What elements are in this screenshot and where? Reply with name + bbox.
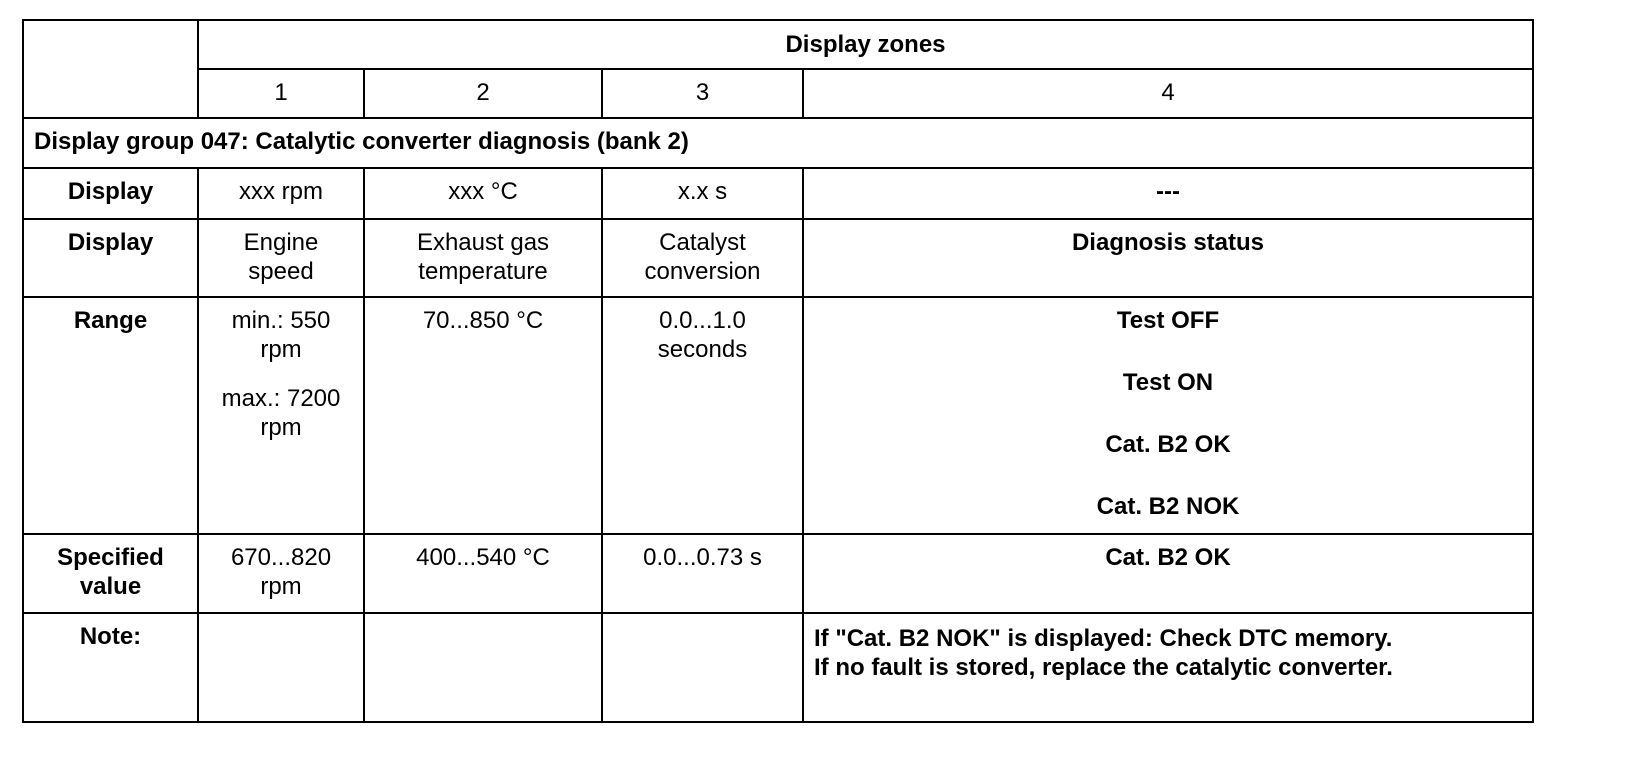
range-max-unit: rpm [260, 414, 302, 441]
name-zone-1 [198, 219, 364, 297]
zone-number-2: 2 [364, 69, 602, 118]
specified-value-row [23, 534, 1533, 613]
name-zone-2 [364, 219, 602, 297]
note-zone-1 [198, 613, 364, 722]
note-zone-3 [602, 613, 803, 722]
range-min-value: min.: 550 [231, 307, 331, 334]
units-zone-1: xxx rpm [198, 168, 364, 219]
header-row-zones [23, 20, 1533, 69]
header-row-numbers [23, 69, 1533, 118]
name-zone-3 [602, 219, 803, 297]
row-label-display: Display [23, 168, 198, 219]
diagnosis-table [22, 19, 1534, 723]
display-names-row [23, 219, 1533, 297]
range-zone-2: 70...850 °C [364, 297, 602, 534]
display-units-row [23, 168, 1533, 219]
row-label-range: Range [23, 297, 198, 534]
row-label-note: Note: [23, 613, 198, 722]
specified-label-line2: value [79, 573, 142, 600]
note-row [23, 613, 1533, 722]
name-zone-2-line1: Exhaust gas [416, 229, 550, 256]
range-max-value: max.: 7200 [221, 385, 341, 412]
name-zone-1-line1: Engine [243, 229, 319, 256]
specified-zone-4: Cat. B2 OK [803, 534, 1533, 613]
status-cat-nok: Cat. B2 NOK [1096, 493, 1240, 520]
status-test-on: Test ON [1122, 369, 1214, 396]
specified-zone-2: 400...540 °C [364, 534, 602, 613]
range-row [23, 297, 1533, 534]
display-zones-header: Display zones [198, 20, 1533, 69]
range-zone-4 [803, 297, 1533, 534]
units-zone-3: x.x s [602, 168, 803, 219]
range-zone-1 [198, 297, 364, 534]
note-line2: If no fault is stored, replace the catalytic converter. [814, 654, 1393, 681]
status-test-off: Test OFF [1116, 307, 1220, 334]
name-zone-3-line2: conversion [644, 258, 761, 285]
range-min-unit: rpm [260, 336, 302, 363]
specified-label-line1: Specified [57, 544, 164, 571]
status-cat-ok: Cat. B2 OK [1105, 431, 1231, 458]
specified-zone-3: 0.0...0.73 s [602, 534, 803, 613]
corner-cell [23, 20, 198, 118]
zone-number-3: 3 [602, 69, 803, 118]
name-zone-3-line1: Catalyst [659, 229, 746, 256]
specified-zone-1 [198, 534, 364, 613]
range-zone-3 [602, 297, 803, 534]
display-group-title: Display group 047: Catalytic converter diagnosis (bank 2) [23, 118, 1533, 168]
name-zone-1-line2: speed [248, 258, 314, 285]
row-label-display-names: Display [23, 219, 198, 297]
note-line1: If "Cat. B2 NOK" is displayed: Check DTC memory. [814, 625, 1393, 652]
range-zone-3-line2: seconds [657, 336, 748, 363]
specified-zone-1-line1: 670...820 [230, 544, 332, 571]
units-zone-2: xxx °C [364, 168, 602, 219]
name-zone-2-line2: temperature [418, 258, 548, 285]
zone-number-1: 1 [198, 69, 364, 118]
group-title-row [23, 118, 1533, 168]
units-zone-4: --- [803, 168, 1533, 219]
zone-number-4: 4 [803, 69, 1533, 118]
row-label-specified [23, 534, 198, 613]
note-zone-4 [803, 613, 1533, 722]
specified-zone-1-line2: rpm [260, 573, 302, 600]
range-zone-3-line1: 0.0...1.0 [659, 307, 746, 334]
name-zone-4: Diagnosis status [803, 219, 1533, 297]
note-zone-2 [364, 613, 602, 722]
